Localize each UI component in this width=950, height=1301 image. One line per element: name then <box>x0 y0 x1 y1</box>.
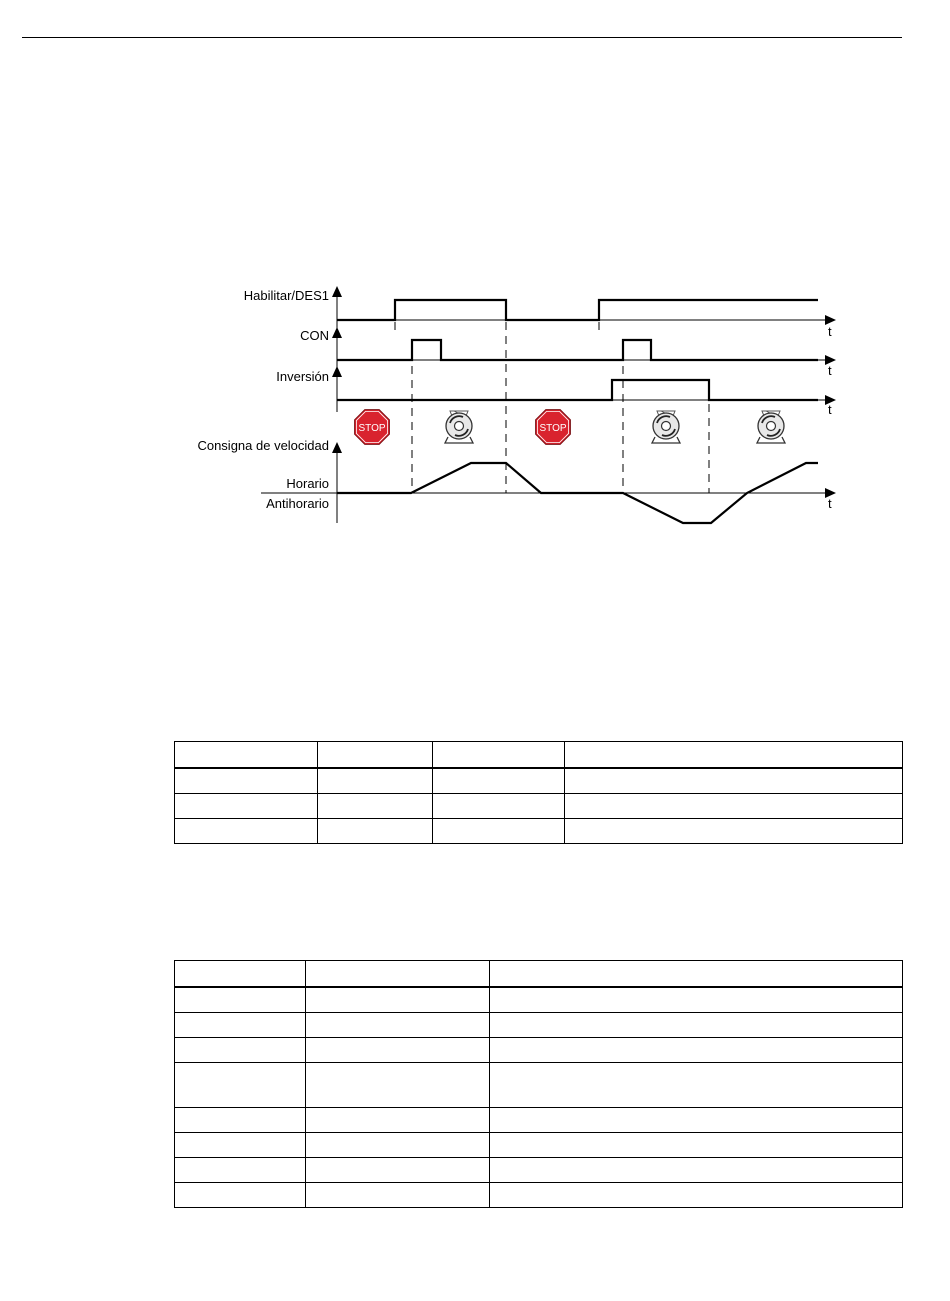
table-header-cell <box>175 961 306 988</box>
table-cell <box>433 794 565 819</box>
on-waveform <box>337 340 818 360</box>
table-row <box>175 819 903 844</box>
stop-sign-icon <box>536 410 571 445</box>
table-cell <box>318 768 433 794</box>
table-row <box>175 1108 903 1133</box>
table-cell <box>490 987 903 1013</box>
table-cell <box>318 819 433 844</box>
stop-sign-icon <box>355 410 390 445</box>
signal-label-reverse: Inversión <box>276 369 329 384</box>
table-cell <box>318 794 433 819</box>
table-row <box>175 987 903 1013</box>
table-cell <box>490 1108 903 1133</box>
table-row <box>175 1063 903 1108</box>
table-header-cell <box>490 961 903 988</box>
table-cell <box>175 794 318 819</box>
table-cell <box>490 1038 903 1063</box>
motor-rotation-icon <box>445 411 473 443</box>
table-cell <box>175 1108 306 1133</box>
table-cell <box>490 1158 903 1183</box>
table-cell <box>306 1063 490 1108</box>
table-row <box>175 1158 903 1183</box>
table-row <box>175 794 903 819</box>
timing-diagram <box>0 0 950 560</box>
event-markers <box>337 322 709 493</box>
reverse-waveform <box>337 380 818 400</box>
table-cell <box>306 1158 490 1183</box>
table-header-cell <box>175 742 318 769</box>
parameter-table-2 <box>174 960 903 1208</box>
motor-rotation-icon <box>757 411 785 443</box>
table-header-cell <box>318 742 433 769</box>
table-cell <box>306 1183 490 1208</box>
signal-label-enable: Habilitar/DES1 <box>243 288 329 303</box>
table-cell <box>306 1133 490 1158</box>
table-row <box>175 1133 903 1158</box>
table-cell <box>175 768 318 794</box>
time-label-1: t <box>828 324 832 339</box>
table-cell <box>306 1108 490 1133</box>
table-cell <box>490 1063 903 1108</box>
table-cell <box>175 1183 306 1208</box>
table-cell <box>490 1183 903 1208</box>
signal-axes <box>261 292 829 523</box>
table-header-cell <box>433 742 565 769</box>
speed-cw-label: Horario <box>286 476 329 491</box>
table-header-cell <box>565 742 903 769</box>
svg-text:STOP: STOP <box>539 423 567 434</box>
table-row <box>175 768 903 794</box>
table-cell <box>565 794 903 819</box>
time-label-4: t <box>828 496 832 511</box>
speed-label: Consigna de velocidad <box>197 438 329 453</box>
table-row <box>175 1013 903 1038</box>
speed-ccw-label: Antihorario <box>266 496 329 511</box>
table-cell <box>175 1038 306 1063</box>
table-cell <box>433 768 565 794</box>
table-header-row <box>175 742 903 769</box>
table-cell <box>175 1158 306 1183</box>
parameter-table-1 <box>174 741 903 844</box>
table-cell <box>175 1133 306 1158</box>
table-cell <box>306 1013 490 1038</box>
table-header-row <box>175 961 903 988</box>
table-cell <box>565 768 903 794</box>
table-cell <box>490 1013 903 1038</box>
signal-label-on: CON <box>300 328 329 343</box>
enable-waveform <box>337 300 818 320</box>
table-cell <box>175 1013 306 1038</box>
time-label-3: t <box>828 402 832 417</box>
motor-rotation-icon <box>652 411 680 443</box>
svg-text:STOP: STOP <box>358 423 386 434</box>
speed-setpoint-waveform <box>337 463 818 523</box>
table-cell <box>175 819 318 844</box>
table-cell <box>175 987 306 1013</box>
table-row <box>175 1038 903 1063</box>
table-cell <box>306 1038 490 1063</box>
table-header-cell <box>306 961 490 988</box>
table-row <box>175 1183 903 1208</box>
time-label-2: t <box>828 363 832 378</box>
table-cell <box>565 819 903 844</box>
table-cell <box>175 1063 306 1108</box>
table-cell <box>490 1133 903 1158</box>
table-cell <box>433 819 565 844</box>
table-cell <box>306 987 490 1013</box>
